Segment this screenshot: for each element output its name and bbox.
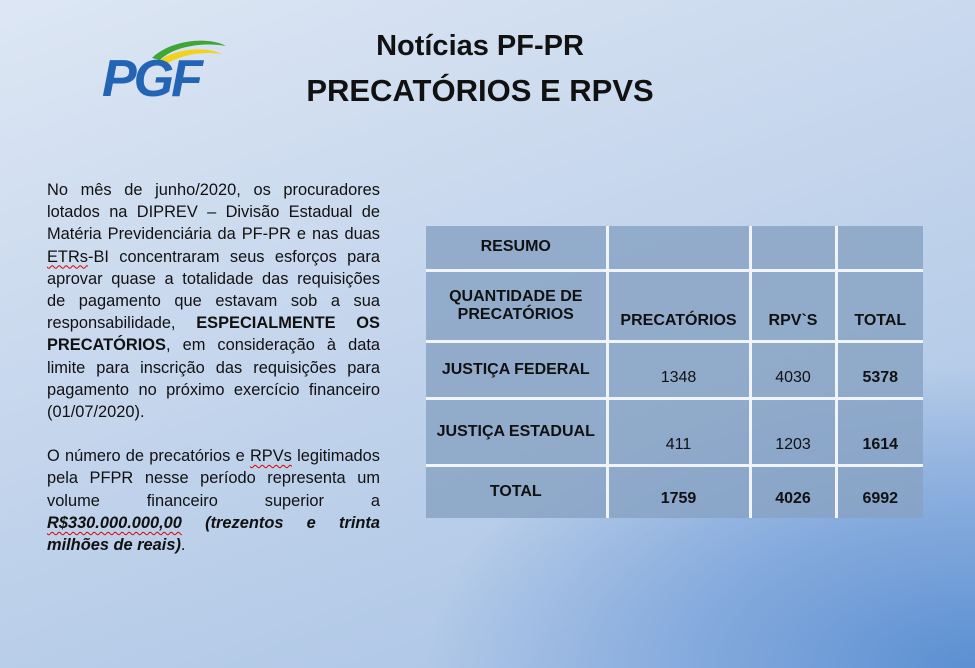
header-rpvs: RPV`S	[750, 270, 836, 341]
p2-amount: R$330.000.000,00	[47, 513, 182, 532]
cell-rpvs: 4026	[750, 465, 836, 518]
title-line-2: PRECATÓRIOS E RPVS	[306, 73, 654, 108]
cell-precatorios: 411	[607, 398, 750, 465]
table-row	[426, 398, 923, 465]
row-label: JUSTIÇA FEDERAL	[426, 341, 607, 398]
page-title	[230, 26, 730, 116]
p1-text-b: -BI concentraram seus esforços para aprovar quase a totalidade das requisições de pagamento que estavam sob a sua responsabilidade,	[47, 247, 380, 333]
table-row	[426, 341, 923, 398]
table-row	[426, 226, 923, 270]
header-total: TOTAL	[836, 270, 923, 341]
p1-emphasis: ESPECIALMENTE OS PRECATÓRIOS	[47, 314, 380, 355]
p2-text-a: O número de precatórios e	[47, 447, 250, 466]
p2-rpvs: RPVs	[249, 447, 292, 466]
p1-etrs: ETRs	[47, 247, 88, 266]
title-line-1: Notícias PF-PR	[376, 30, 584, 62]
cell-total: 5378	[836, 341, 923, 398]
cell-precatorios: 1348	[607, 341, 750, 398]
pgf-logo	[100, 36, 232, 106]
header-quantidade: QUANTIDADE DE PRECATÓRIOS	[426, 270, 607, 341]
cell-rpvs: 1203	[750, 398, 836, 465]
paragraph-1	[47, 179, 380, 423]
p1-text-c: , em consideração à data limite para inscrição das requisições para pagamento no próximo exercício financeiro (01/07/2020).	[47, 336, 380, 422]
logo-text: PGF	[102, 50, 200, 106]
header-precatorios: PRECATÓRIOS	[607, 270, 750, 341]
table-header-row	[426, 270, 923, 341]
p2-end: .	[180, 536, 186, 555]
cell-precatorios: 1759	[607, 465, 750, 518]
table-total-row	[426, 465, 923, 518]
cell-rpvs: 4030	[750, 341, 836, 398]
cell-total: 6992	[836, 465, 923, 518]
paragraph-2	[47, 445, 380, 556]
resumo-cell: RESUMO	[426, 226, 607, 270]
cell-total: 1614	[836, 398, 923, 465]
empty-cell	[836, 226, 923, 270]
empty-cell	[750, 226, 836, 270]
empty-cell	[607, 226, 750, 270]
row-label: TOTAL	[426, 465, 607, 518]
p2-amount-words: (trezentos e trinta milhões de reais)	[47, 513, 380, 555]
news-body	[47, 179, 380, 556]
p1-text-a: No mês de junho/2020, os procuradores lotados na DIPREV – Divisão Estadual de Matéria Previdenciária da PF-PR e nas duas	[47, 181, 380, 244]
p2-text-b: legitimados pela PFPR nesse período representa um volume financeiro superior a	[47, 447, 380, 510]
row-label: JUSTIÇA ESTADUAL	[426, 398, 607, 465]
summary-table	[426, 226, 923, 518]
